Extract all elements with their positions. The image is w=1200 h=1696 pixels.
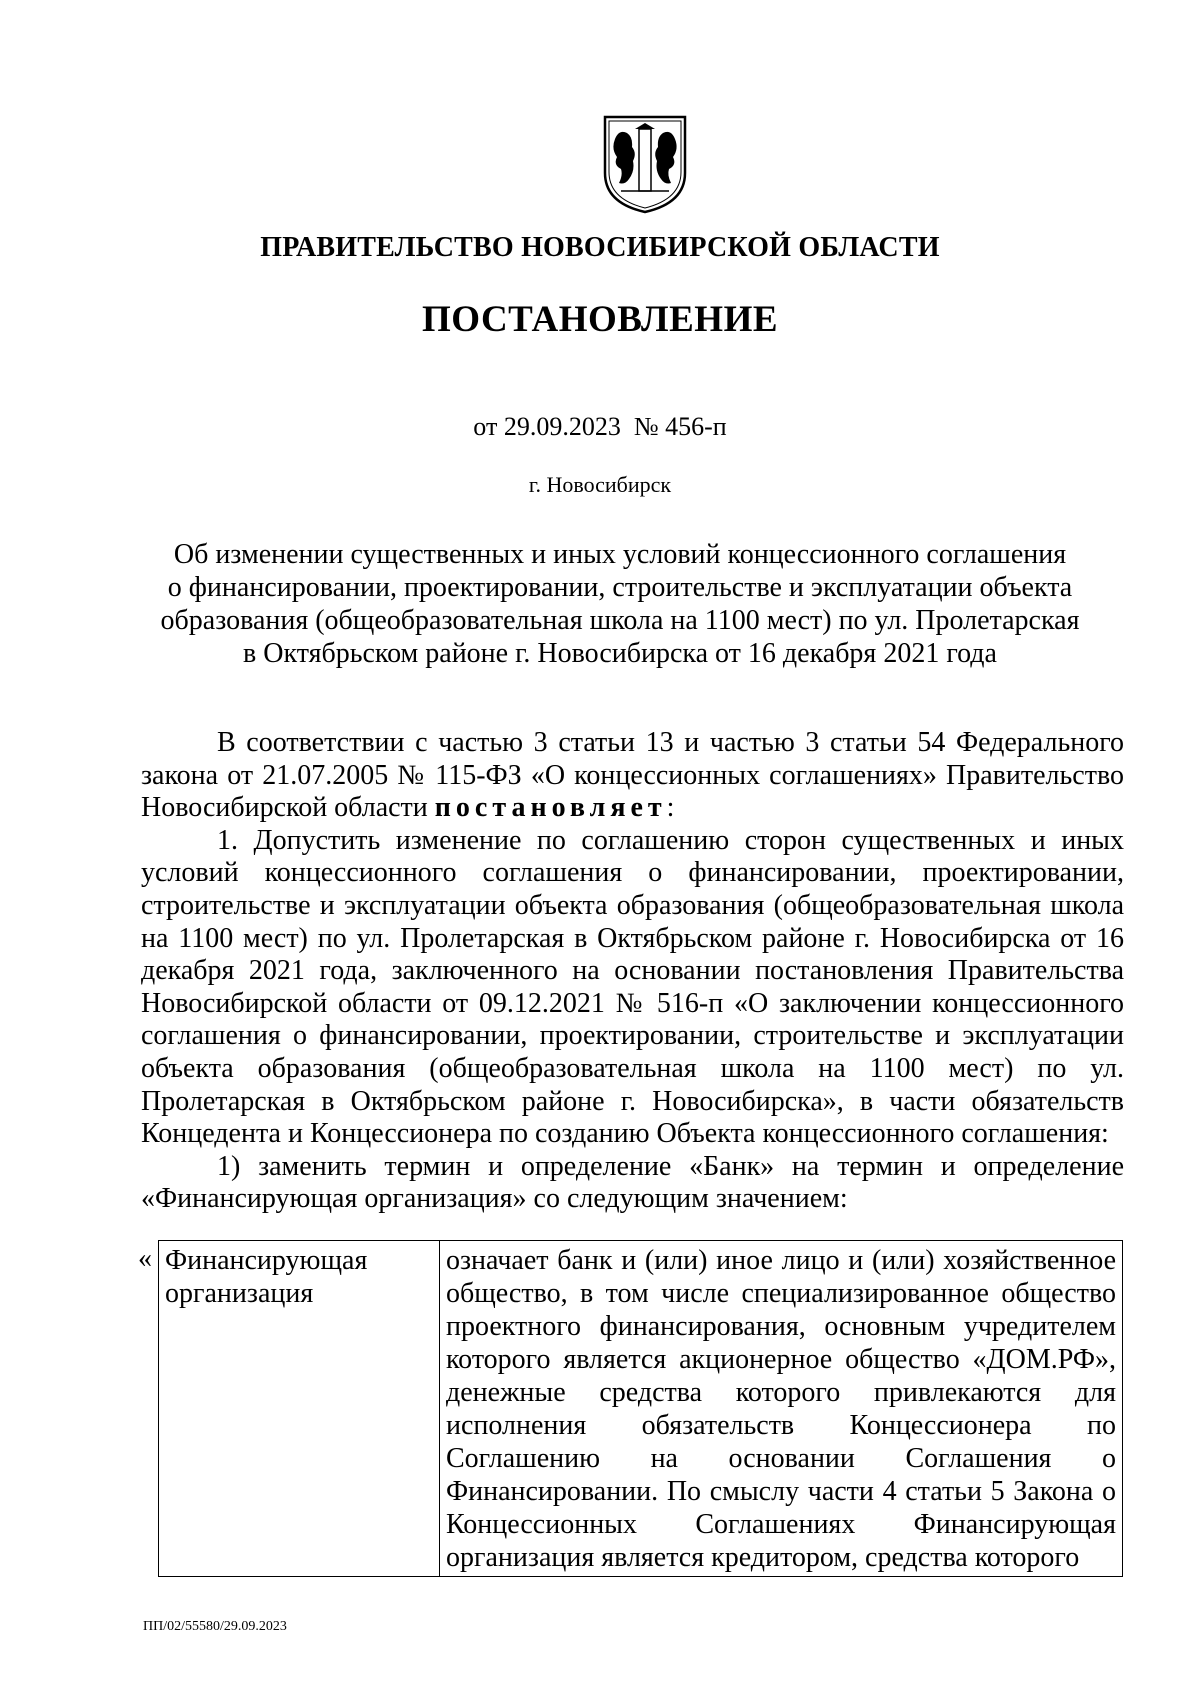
preamble-text: В соответствии с частью 3 статьи 13 и частью 3 статьи 54 Федерального закона от 21.07.2005 № 115-ФЗ «О концессионных соглашениях» Правительство Новосибирской области xyxy=(141,727,1124,824)
date-and-number: от 29.09.2023 № 456-п xyxy=(473,412,727,441)
title-line: в Октябрьском районе г. Новосибирска от 16 декабря 2021 года xyxy=(243,638,997,669)
title-line: о финансировании, проектировании, строительстве и эксплуатации объекта xyxy=(167,572,1073,603)
resolution-verb: постановляет xyxy=(434,792,667,824)
organization-name: ПРАВИТЕЛЬСТВО НОВОСИБИРСКОЙ ОБЛАСТИ xyxy=(260,232,940,263)
title-line: образования (общеобразовательная школа на 1100 мест) по ул. Пролетарская xyxy=(160,605,1080,636)
document-body xyxy=(141,727,1124,1216)
document-type: ПОСТАНОВЛЕНИЕ xyxy=(421,299,779,340)
definition-text: означает банк и (или) иное лицо и (или) хозяйственное общество, в том числе специализированное общество проектного финансирования, основным учредителем которого является акционерное общество «ДОМ.РФ», денежные средства которого привлекаются для исполнения обязательств Концессионера по Соглашению на основании Соглашения о Финансировании. По смыслу части 4 статьи 5 Закона о Концессионных Соглашениях Финансирующая организация является кредитором, средства которого xyxy=(440,1241,1123,1577)
footer-document-code: ПП/02/55580/29.09.2023 xyxy=(143,1619,287,1634)
title-line: Об изменении существенных и иных условий концессионного соглашения xyxy=(173,539,1067,570)
coat-of-arms-emblem xyxy=(599,113,691,215)
definition-table xyxy=(158,1240,1123,1577)
table-row xyxy=(159,1241,1123,1577)
clause-1-paragraph: 1. Допустить изменение по соглашению сторон существенных и иных условий концессионного соглашения о финансировании, проектировании, строительстве и эксплуатации объекта образования (общеобразовательная школа на 1100 мест) по ул. Пролетарская в Октябрьском районе г. Новосибирска от 16 декабря 2021 года, заключенного на основании постановления Правительства Новосибирской области от 09.12.2021 № 516-п «О заключении концессионного соглашения о финансировании, проектировании, строительстве и эксплуатации объекта образования (общеобразовательная школа на 1100 мест) по ул. Пролетарская в Октябрьском районе г. Новосибирска», в части обязательств Концедента и Концессионера по созданию Объекта концессионного соглашения: xyxy=(141,824,1124,1150)
preamble-colon: : xyxy=(666,792,675,824)
definition-term: Финансирующая организация xyxy=(159,1241,440,1577)
table-open-quote: « xyxy=(138,1243,152,1274)
preamble-paragraph xyxy=(141,727,1124,825)
subclause-1-paragraph: 1) заменить термин и определение «Банк» на термин и определение «Финансирующая организация» со следующим значением: xyxy=(141,1150,1124,1215)
document-title xyxy=(150,538,1090,670)
city: г. Новосибирск xyxy=(528,472,672,497)
